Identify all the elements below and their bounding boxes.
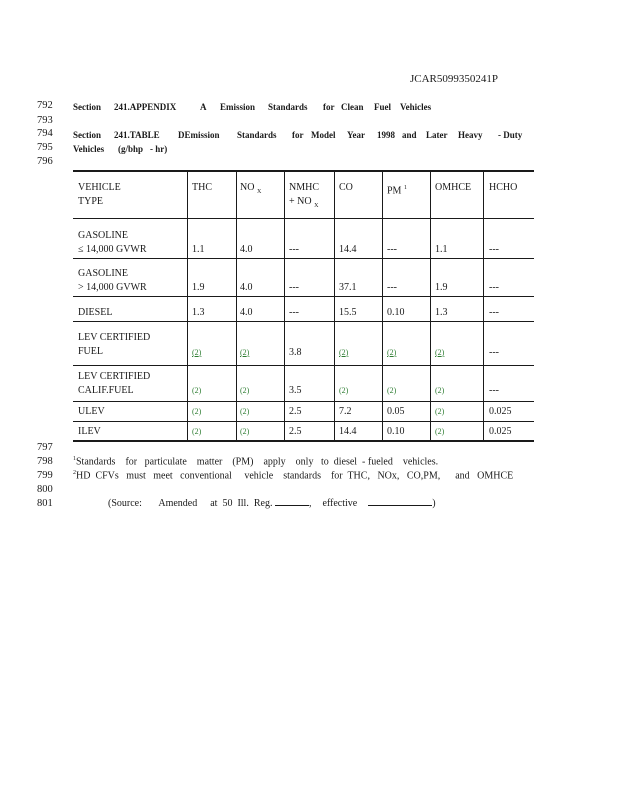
heading-word: - hr) xyxy=(150,144,168,154)
table-cell: --- xyxy=(489,244,499,255)
table-cell: 3.8 xyxy=(289,347,302,358)
header-text: PM xyxy=(387,185,402,197)
source-text: (Source: xyxy=(108,498,142,509)
footnote-1 xyxy=(73,456,438,467)
line-number: 793 xyxy=(37,115,53,126)
table-rule xyxy=(236,170,237,442)
table-rule xyxy=(334,170,335,442)
header-text: + NO xyxy=(289,196,312,207)
section-heading-table xyxy=(0,130,618,142)
line-number: 796 xyxy=(37,156,53,167)
document-id: JCAR5099350241P xyxy=(410,73,499,85)
heading-word: 241.TABLE xyxy=(114,130,160,140)
table-rule xyxy=(73,321,534,322)
footnote-text: Standards for particulate matter (PM) apply only to diesel - fueled vehicles. xyxy=(76,456,439,468)
table-cell: 4.0 xyxy=(240,244,253,255)
table-cell xyxy=(240,406,249,418)
blank-line xyxy=(368,505,432,506)
footnote-2 xyxy=(73,470,513,481)
header-nox xyxy=(240,182,261,198)
table-cell xyxy=(240,426,249,438)
heading-word: Emission xyxy=(220,102,256,112)
table-cell: 3.5 xyxy=(289,385,302,396)
line-number: 795 xyxy=(37,142,53,153)
row-vehicle-type xyxy=(78,332,150,358)
header-pm xyxy=(387,182,407,197)
table-cell: 4.0 xyxy=(240,307,253,318)
table-cell: 15.5 xyxy=(339,307,357,318)
header-nmhc-nox xyxy=(289,182,319,212)
table-cell: --- xyxy=(489,307,499,318)
source-text: effective xyxy=(322,498,358,509)
table-cell: --- xyxy=(489,282,499,293)
table-rule xyxy=(483,170,484,442)
table-rule xyxy=(382,170,383,442)
footnote-marker: 1 xyxy=(403,185,407,191)
table-cell: 4.0 xyxy=(240,282,253,293)
table-rule xyxy=(73,401,534,402)
heading-word: A xyxy=(200,102,207,112)
vehicle-type-text: GASOLINE xyxy=(78,230,128,241)
footnote-reference: ( 2 ) xyxy=(192,386,201,395)
line-number: 794 xyxy=(37,128,53,139)
table-cell xyxy=(192,426,201,438)
heading-word: for xyxy=(323,102,335,112)
vehicle-type-text: LEV CERTIFIED xyxy=(78,332,151,343)
emission-standards-table xyxy=(73,170,534,442)
line-number: 798 xyxy=(37,456,53,467)
header-vehicle-type xyxy=(78,182,121,208)
heading-word: and xyxy=(402,130,417,140)
table-rule xyxy=(73,365,534,366)
table-cell: 1.1 xyxy=(435,244,448,255)
heading-word: Section xyxy=(73,102,101,112)
table-cell xyxy=(435,385,444,397)
table-cell: 37.1 xyxy=(339,282,357,293)
heading-word: Standards xyxy=(268,102,308,112)
footnote-reference: ( 2 ) xyxy=(387,386,396,395)
footnote-reference: ( 2 ) xyxy=(240,407,249,416)
vehicle-type-text: GASOLINE xyxy=(78,268,128,279)
footnote-reference: ( 2 ) xyxy=(192,427,201,436)
table-cell: 14.4 xyxy=(339,244,357,255)
table-cell: --- xyxy=(289,282,299,293)
table-cell: --- xyxy=(289,244,299,255)
heading-word: Later xyxy=(426,130,448,140)
header-text: NMHC xyxy=(289,182,320,193)
heading-word: Clean xyxy=(341,102,364,112)
table-cell: --- xyxy=(387,282,397,293)
table-cell: 2.5 xyxy=(289,406,302,417)
header-text: VEHICLE xyxy=(78,182,121,193)
table-cell: 1.9 xyxy=(192,282,205,293)
table-rule xyxy=(73,440,534,442)
row-vehicle-type xyxy=(78,371,150,397)
footnote-reference: ( 2 ) xyxy=(435,386,444,395)
table-rule xyxy=(430,170,431,442)
table-cell xyxy=(387,347,396,359)
table-cell: --- xyxy=(289,307,299,318)
source-text: Amended xyxy=(158,498,198,509)
table-cell xyxy=(339,347,348,359)
table-rule xyxy=(73,421,534,422)
table-cell xyxy=(240,347,249,359)
header-hcho: HCHO xyxy=(489,182,518,193)
table-cell xyxy=(435,406,444,418)
footnote-marker: 2 xyxy=(73,470,76,476)
heading-word: 1998 xyxy=(377,130,395,140)
table-cell: 14.4 xyxy=(339,426,357,437)
footnote-marker: 1 xyxy=(73,456,76,462)
table-cell: 0.05 xyxy=(387,406,405,417)
row-vehicle-type xyxy=(78,268,147,294)
table-cell xyxy=(339,385,348,397)
row-vehicle-type: ILEV xyxy=(78,426,101,437)
table-cell xyxy=(387,385,396,397)
table-cell: 0.10 xyxy=(387,426,405,437)
table-cell: --- xyxy=(489,385,499,396)
footnote-reference: ( 2 ) xyxy=(192,407,201,416)
vehicle-type-text: ≤ 14,000 GVWR xyxy=(78,244,147,255)
source-text: at 50 Ill. Reg. xyxy=(210,498,273,509)
line-number: 797 xyxy=(37,442,53,453)
footnote-reference: ( 2 ) xyxy=(339,386,348,395)
table-cell xyxy=(435,347,444,359)
section-heading-appendix xyxy=(0,102,618,114)
heading-word: Heavy xyxy=(458,130,483,140)
table-rule xyxy=(73,218,534,219)
line-number: 801 xyxy=(37,498,53,509)
table-rule xyxy=(73,258,534,259)
header-thc: THC xyxy=(192,182,212,193)
header-omhce: OMHCE xyxy=(435,182,472,193)
blank-line xyxy=(275,505,309,506)
footnote-reference: ( 2 ) xyxy=(240,427,249,436)
vehicle-type-text: CALIF.FUEL xyxy=(78,385,134,396)
vehicle-type-text: > 14,000 GVWR xyxy=(78,282,147,293)
heading-word: Fuel xyxy=(374,102,391,112)
table-cell: 0.10 xyxy=(387,307,405,318)
heading-word: 241.APPENDIX xyxy=(114,102,177,112)
footnote-text: HD CFVs must meet conventional vehicle standards for THC, NOx, CO,PM, and OMHCE xyxy=(76,470,514,482)
line-number: 800 xyxy=(37,484,53,495)
source-text: ) xyxy=(432,498,436,509)
footnote-reference: ( 2 ) xyxy=(240,386,249,395)
table-cell: --- xyxy=(489,347,499,358)
table-cell: 1.3 xyxy=(192,307,205,318)
heading-word: Vehicles xyxy=(400,102,432,112)
table-cell: 1.9 xyxy=(435,282,448,293)
heading-word: Model xyxy=(311,130,336,140)
table-cell: 1.3 xyxy=(435,307,448,318)
header-subscript: X xyxy=(256,189,262,195)
row-vehicle-type xyxy=(78,230,147,256)
table-cell: 2.5 xyxy=(289,426,302,437)
header-co: CO xyxy=(339,182,353,193)
line-number: 792 xyxy=(37,100,53,111)
source-citation xyxy=(108,498,436,509)
footnote-reference: ( 2 ) xyxy=(339,348,348,357)
footnote-reference: ( 2 ) xyxy=(240,348,249,357)
footnote-reference: ( 2 ) xyxy=(435,348,444,357)
row-vehicle-type: ULEV xyxy=(78,406,105,417)
table-cell: 7.2 xyxy=(339,406,352,417)
heading-word: (g/bhp xyxy=(118,144,144,154)
section-heading-table-line2 xyxy=(0,144,618,156)
header-text: NO xyxy=(240,182,255,193)
footnote-reference: ( 2 ) xyxy=(435,407,444,416)
footnote-reference: ( 2 ) xyxy=(192,348,201,357)
header-subscript: X xyxy=(314,203,319,209)
table-cell: --- xyxy=(387,244,397,255)
table-rule xyxy=(284,170,285,442)
vehicle-type-text: LEV CERTIFIED xyxy=(78,371,151,382)
source-text: , xyxy=(308,498,312,509)
heading-word: DEmission xyxy=(178,130,220,140)
heading-word: Standards xyxy=(237,130,277,140)
table-cell: 1.1 xyxy=(192,244,205,255)
heading-word: Section xyxy=(73,130,101,140)
heading-word: for xyxy=(292,130,304,140)
table-cell xyxy=(192,406,201,418)
header-text: TYPE xyxy=(78,196,103,207)
row-vehicle-type: DIESEL xyxy=(78,307,113,318)
table-cell: 0.025 xyxy=(489,406,512,417)
table-cell: 0.025 xyxy=(489,426,512,437)
vehicle-type-text: FUEL xyxy=(78,346,103,357)
footnote-reference: ( 2 ) xyxy=(435,427,444,436)
table-cell xyxy=(240,385,249,397)
heading-word: Vehicles xyxy=(73,144,105,154)
table-rule xyxy=(73,296,534,297)
table-rule xyxy=(187,170,188,442)
table-cell xyxy=(435,426,444,438)
table-rule xyxy=(73,170,534,172)
table-cell xyxy=(192,385,201,397)
footnote-reference: ( 2 ) xyxy=(387,348,396,357)
heading-word: - Duty xyxy=(498,130,523,140)
heading-word: Year xyxy=(347,130,365,140)
table-cell xyxy=(192,347,201,359)
line-number: 799 xyxy=(37,470,53,481)
